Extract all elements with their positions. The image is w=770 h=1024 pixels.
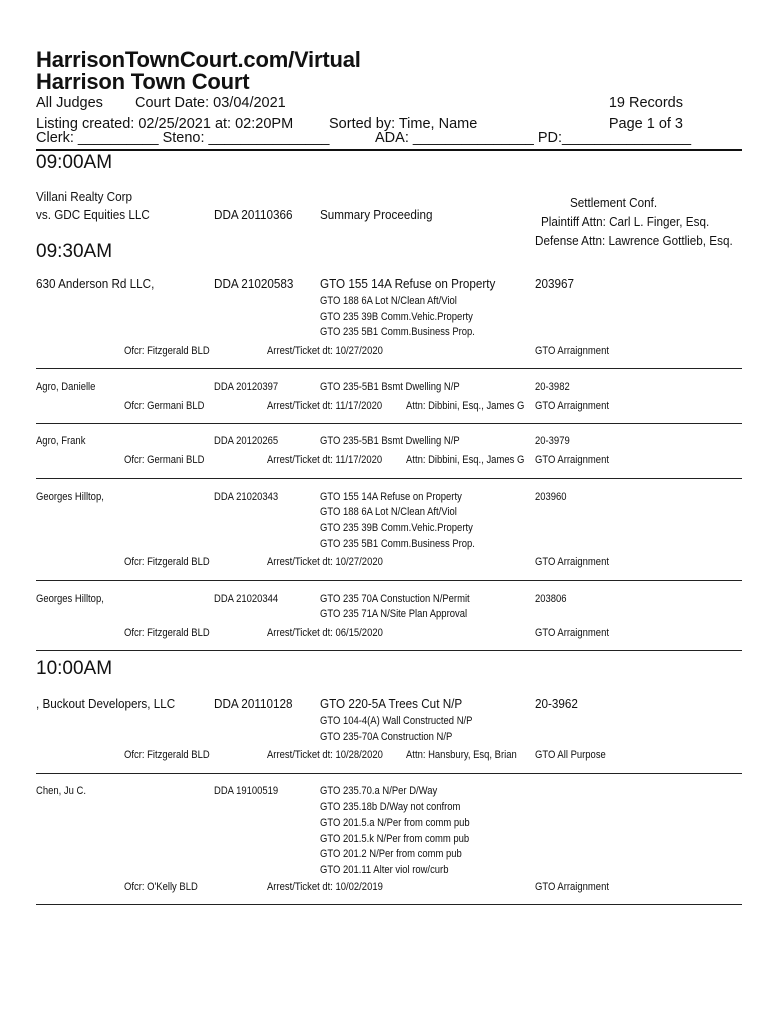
case-charge: GTO 201.11 Alter viol row/curb bbox=[320, 864, 449, 876]
defense-attorney: Attn: Dibbini, Esq., James G bbox=[406, 400, 525, 412]
case-defendant: Georges Hilltop, bbox=[36, 593, 104, 605]
case-charge: GTO 201.5.k N/Per from comm pub bbox=[320, 833, 470, 845]
page-number: Page 1 of 3 bbox=[608, 116, 683, 132]
ticket-number: 20-3979 bbox=[535, 435, 570, 447]
case-charge: GTO 235 71A N/Site Plan Approval bbox=[320, 608, 468, 620]
case-charge: GTO 235-5B1 Bsmt Dwelling N/P bbox=[320, 435, 460, 447]
officer: Ofcr: O'Kelly BLD bbox=[124, 881, 198, 893]
time-slot-1000: 10:00AM bbox=[36, 658, 113, 679]
case-divider bbox=[36, 904, 742, 905]
case-docket: DDA 21020344 bbox=[214, 593, 279, 605]
case-defendant: Georges Hilltop, bbox=[36, 491, 104, 503]
appearance-type: GTO Arraignment bbox=[535, 881, 609, 893]
case-divider bbox=[36, 773, 742, 774]
case-defendant: Agro, Frank bbox=[36, 435, 86, 447]
case-charge: GTO 235 70A Constuction N/Permit bbox=[320, 593, 470, 605]
case-defendant: , Buckout Developers, LLC bbox=[36, 696, 176, 711]
appearance-type: GTO Arraignment bbox=[535, 556, 609, 568]
appearance-type: GTO Arraignment bbox=[535, 345, 609, 357]
case-divider bbox=[36, 423, 742, 424]
record-count: 19 Records bbox=[608, 95, 683, 111]
appearance-type: GTO Arraignment bbox=[535, 454, 609, 466]
case-defendant: Agro, Danielle bbox=[36, 381, 96, 393]
case-docket: DDA 20110366 bbox=[214, 207, 293, 222]
case-appearance: Settlement Conf. bbox=[570, 195, 658, 210]
arrest-date: Arrest/Ticket dt: 06/15/2020 bbox=[267, 627, 383, 639]
officer: Ofcr: Germani BLD bbox=[124, 400, 205, 412]
appearance-type: GTO All Purpose bbox=[535, 749, 606, 761]
case-defendant: Chen, Ju C. bbox=[36, 785, 86, 797]
case-docket: DDA 20120265 bbox=[214, 435, 279, 447]
time-slot-0930: 09:30AM bbox=[36, 241, 113, 262]
ticket-number: 203960 bbox=[535, 491, 567, 503]
officer: Ofcr: Fitzgerald BLD bbox=[124, 627, 210, 639]
case-charge: GTO 235 39B Comm.Vehic.Property bbox=[320, 522, 473, 534]
appearance-type: GTO Arraignment bbox=[535, 400, 609, 412]
case-charge: GTO 220-5A Trees Cut N/P bbox=[320, 696, 463, 711]
judges-filter: All Judges bbox=[36, 95, 103, 111]
arrest-date: Arrest/Ticket dt: 11/17/2020 bbox=[267, 400, 383, 412]
case-charge: GTO 104-4(A) Wall Constructed N/P bbox=[320, 715, 473, 727]
arrest-date: Arrest/Ticket dt: 10/27/2020 bbox=[267, 345, 383, 357]
appearance-type: GTO Arraignment bbox=[535, 627, 609, 639]
officer: Ofcr: Fitzgerald BLD bbox=[124, 556, 210, 568]
officer: Ofcr: Germani BLD bbox=[124, 454, 205, 466]
listing-created: Listing created: 02/25/2021 at: 02:20PM bbox=[36, 116, 294, 132]
ticket-number: 203806 bbox=[535, 593, 567, 605]
header-divider bbox=[36, 149, 742, 151]
case-party-defendant: vs. GDC Equities LLC bbox=[36, 207, 150, 222]
officer: Ofcr: Fitzgerald BLD bbox=[124, 345, 210, 357]
defense-attorney: Attn: Hansbury, Esq, Brian bbox=[406, 749, 517, 761]
case-divider bbox=[36, 580, 742, 581]
time-slot-0900: 09:00AM bbox=[36, 152, 113, 173]
arrest-date: Arrest/Ticket dt: 10/02/2019 bbox=[267, 881, 383, 893]
case-docket: DDA 21020583 bbox=[214, 276, 294, 291]
sorted-by: Sorted by: Time, Name bbox=[329, 116, 478, 132]
defense-attorney: Defense Attn: Lawrence Gottlieb, Esq. bbox=[535, 233, 733, 248]
arrest-date: Arrest/Ticket dt: 11/17/2020 bbox=[267, 454, 383, 466]
defense-attorney: Attn: Dibbini, Esq., James G bbox=[406, 454, 525, 466]
case-docket: DDA 21020343 bbox=[214, 491, 279, 503]
case-charge: GTO 155 14A Refuse on Property bbox=[320, 276, 496, 291]
ada-pd-line: ADA: _______________ PD:________________ bbox=[375, 130, 692, 146]
clerk-steno-line: Clerk: __________ Steno: _______________ bbox=[36, 130, 330, 146]
site-title: HarrisonTownCourt.com/Virtual bbox=[36, 47, 361, 72]
case-charge: GTO 235 5B1 Comm.Business Prop. bbox=[320, 538, 475, 550]
case-charge: GTO 235 39B Comm.Vehic.Property bbox=[320, 311, 473, 323]
case-docket: DDA 19100519 bbox=[214, 785, 279, 797]
case-divider bbox=[36, 478, 742, 479]
plaintiff-attorney: Plaintiff Attn: Carl L. Finger, Esq. bbox=[541, 214, 710, 229]
case-charge: GTO 155 14A Refuse on Property bbox=[320, 491, 462, 503]
arrest-date: Arrest/Ticket dt: 10/28/2020 bbox=[267, 749, 383, 761]
case-charge: GTO 235-70A Construction N/P bbox=[320, 731, 453, 743]
case-charge: GTO 188 6A Lot N/Clean Aft/Viol bbox=[320, 295, 457, 307]
case-charge: Summary Proceeding bbox=[320, 207, 433, 222]
case-charge: GTO 201.2 N/Per from comm pub bbox=[320, 848, 462, 860]
case-divider bbox=[36, 368, 742, 369]
court-title: Harrison Town Court bbox=[36, 69, 250, 94]
ticket-number: 20-3962 bbox=[535, 696, 578, 711]
case-charge: GTO 188 6A Lot N/Clean Aft/Viol bbox=[320, 506, 457, 518]
case-party-plaintiff: Villani Realty Corp bbox=[36, 189, 133, 204]
case-charge: GTO 235 5B1 Comm.Business Prop. bbox=[320, 326, 475, 338]
case-charge: GTO 235-5B1 Bsmt Dwelling N/P bbox=[320, 381, 460, 393]
arrest-date: Arrest/Ticket dt: 10/27/2020 bbox=[267, 556, 383, 568]
case-divider bbox=[36, 650, 742, 651]
case-charge: GTO 235.18b D/Way not confrom bbox=[320, 801, 461, 813]
case-defendant: 630 Anderson Rd LLC, bbox=[36, 276, 155, 291]
court-date: Court Date: 03/04/2021 bbox=[135, 95, 286, 111]
ticket-number: 20-3982 bbox=[535, 381, 570, 393]
case-docket: DDA 20120397 bbox=[214, 381, 279, 393]
case-docket: DDA 20110128 bbox=[214, 696, 293, 711]
officer: Ofcr: Fitzgerald BLD bbox=[124, 749, 210, 761]
ticket-number: 203967 bbox=[535, 276, 575, 291]
case-charge: GTO 235.70.a N/Per D/Way bbox=[320, 785, 438, 797]
case-charge: GTO 201.5.a N/Per from comm pub bbox=[320, 817, 470, 829]
